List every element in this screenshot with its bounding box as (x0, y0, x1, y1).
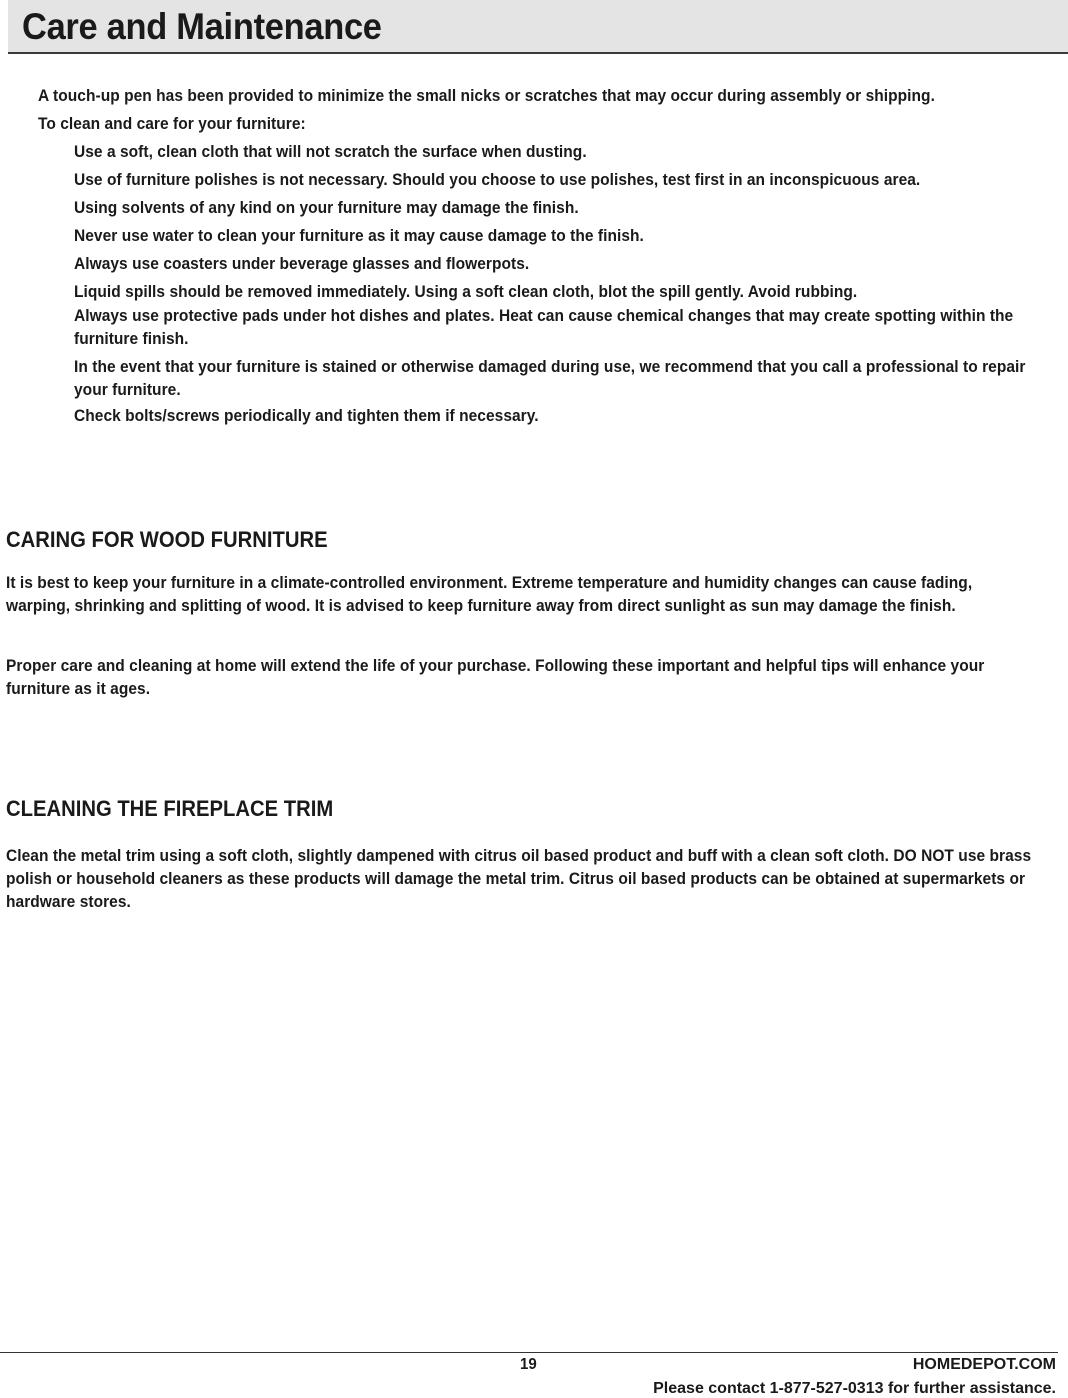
footer-divider (0, 1352, 1058, 1353)
care-tip: Use a soft, clean cloth that will not scratch the surface when dusting. (74, 143, 587, 161)
section-title-wood: CARING FOR WOOD FURNITURE (6, 527, 328, 552)
section-title-fireplace: CLEANING THE FIREPLACE TRIM (6, 796, 334, 821)
care-tip: Always use protective pads under hot dishes and plates. Heat can cause chemical changes that may create spotting within the furniture finish. (74, 307, 1014, 348)
care-tip: Use of furniture polishes is not necessary. Should you choose to use polishes, test first in an inconspicuous area. (74, 171, 921, 189)
page-header (8, 0, 1068, 54)
footer-contact: Please contact 1-877-527-0313 for further assistance. (653, 1380, 1056, 1397)
care-tip: Always use coasters under beverage glasses and flowerpots. (74, 255, 530, 273)
page-title: Care and Maintenance (22, 6, 382, 47)
footer-website: HOMEDEPOT.COM (912, 1356, 1056, 1373)
care-lead: To clean and care for your furniture: (38, 115, 306, 133)
care-tip: Liquid spills should be removed immediately. Using a soft clean cloth, blot the spill gently. Avoid rubbing. (74, 283, 858, 301)
care-tip: Never use water to clean your furniture as it may cause damage to the finish. (74, 227, 644, 245)
wood-paragraph-2: Proper care and cleaning at home will extend the life of your purchase. Following these important and helpful tips will enhance your furniture as it ages. (6, 657, 985, 698)
fireplace-paragraph: Clean the metal trim using a soft cloth, slightly dampened with citrus oil based product and buff with a clean soft cloth. DO NOT use brass polish or household cleaners as these products will damage the metal trim. Citrus oil based products can be obtained at supermarkets or hardware stores. (6, 847, 1032, 911)
touch-up-note: A touch-up pen has been provided to minimize the small nicks or scratches that may occur during assembly or shipping. (38, 87, 935, 105)
care-tip: In the event that your furniture is stained or otherwise damaged during use, we recommend that you call a professional to repair your furniture. (74, 358, 1026, 399)
care-tip: Using solvents of any kind on your furniture may damage the finish. (74, 199, 579, 217)
care-tip: Check bolts/screws periodically and tighten them if necessary. (74, 407, 539, 425)
page-number: 19 (520, 1356, 537, 1373)
wood-paragraph-1: It is best to keep your furniture in a climate-controlled environment. Extreme temperature and humidity changes can cause fading, warping, shrinking and splitting of wood. It is advised to keep furniture away from direct sunlight as sun may damage the finish. (6, 574, 973, 615)
